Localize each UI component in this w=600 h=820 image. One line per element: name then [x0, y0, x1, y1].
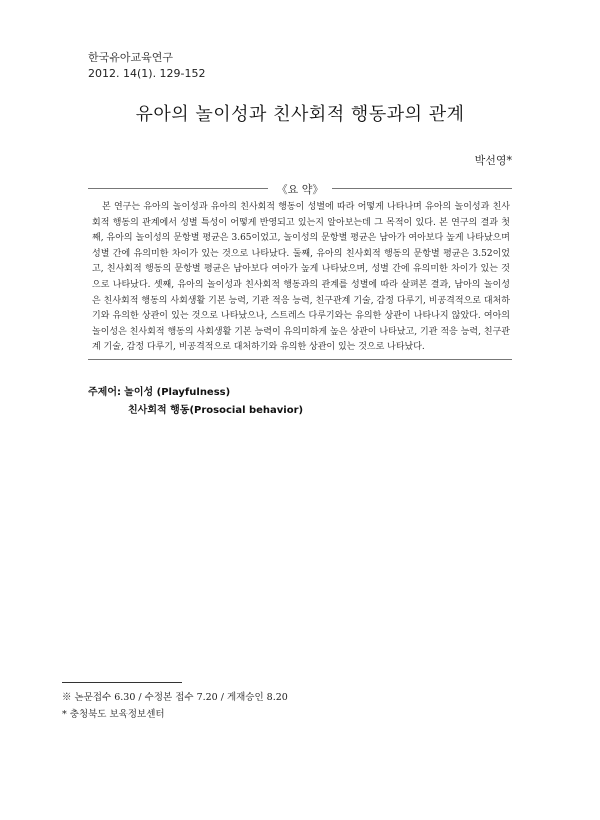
footnote-rule	[62, 682, 182, 683]
paper-title: 유아의 놀이성과 친사회적 행동과의 관계	[135, 104, 465, 125]
keyword-item: 친사회적 행동(Prosocial behavior)	[128, 405, 304, 416]
abstract-heading	[88, 181, 512, 195]
abstract-bottom-rule	[88, 359, 512, 360]
abstract-body: 본 연구는 유아의 놀이성과 유아의 친사회적 행동이 성별에 따라 어떻게 나타나며 유아의 놀이성과 친사회적 행동의 관계에서 성별 특성이 어떻게 반영되고 있는지 알아보는데 그 목적이 있다. 본 연구의 결과 첫째, 유아의 놀이성의 문항별 평균은 3.65이었고, 놀이성의 문항별 평균은 남아가 여아보다 높게 나타났으며 성별 간에 유의미한 차이가 있는 것으로 나타났다. 둘째, 유아의 친사회적 행동의 문항별 평균은 3.52이었고, 친사회적 행동의 문항별 평균은 남아보다 여아가 높게 나타났으며, 성별 간에 유의미한 차이가 있는 것으로 나타났다. 셋째, 유아의 놀이성과 친사회적 행동과의 관계를 성별에 따라 살펴본 결과, 남아의 놀이성은 친사회적 행동의 사회생활 기본 능력, 기관 적응 능력, 친구관계 기술, 감정 다루기, 비공격적으로 대처하기와 유의한 상관이 있는 것으로 나타났으나, 스트레스 다루기와는 유의한 상관이 나타나지 않았다. 여아의 놀이성은 친사회적 행동의 사회생활 기본 능력이 유의미하게 높은 상관이 나타났고, 기관 적응 능력, 친구관계 기술, 감정 다루기, 비공격적으로 대처하기와 유의한 상관이 있는 것으로 나타났다.	[92, 202, 510, 353]
paper-author: 박선영*	[474, 154, 512, 167]
footnote-dates: ※ 논문접수 6.30 / 수정본 접수 7.20 / 게재승인 8.20	[62, 692, 288, 703]
journal-header	[88, 50, 206, 82]
abstract-rule-right	[332, 188, 512, 189]
footnotes	[62, 689, 288, 723]
keyword-item: 놀이성 (Playfulness)	[124, 387, 231, 398]
abstract-rule-left	[88, 188, 268, 189]
journal-name: 한국유아교육연구	[88, 51, 174, 64]
footnote-affiliation: * 충청북도 보육정보센터	[62, 709, 165, 720]
keywords-block	[88, 384, 303, 420]
keywords-label: 주제어:	[88, 387, 121, 398]
journal-citation: 2012. 14(1). 129-152	[88, 67, 206, 80]
abstract-heading-label: 《요 약》	[271, 181, 330, 197]
